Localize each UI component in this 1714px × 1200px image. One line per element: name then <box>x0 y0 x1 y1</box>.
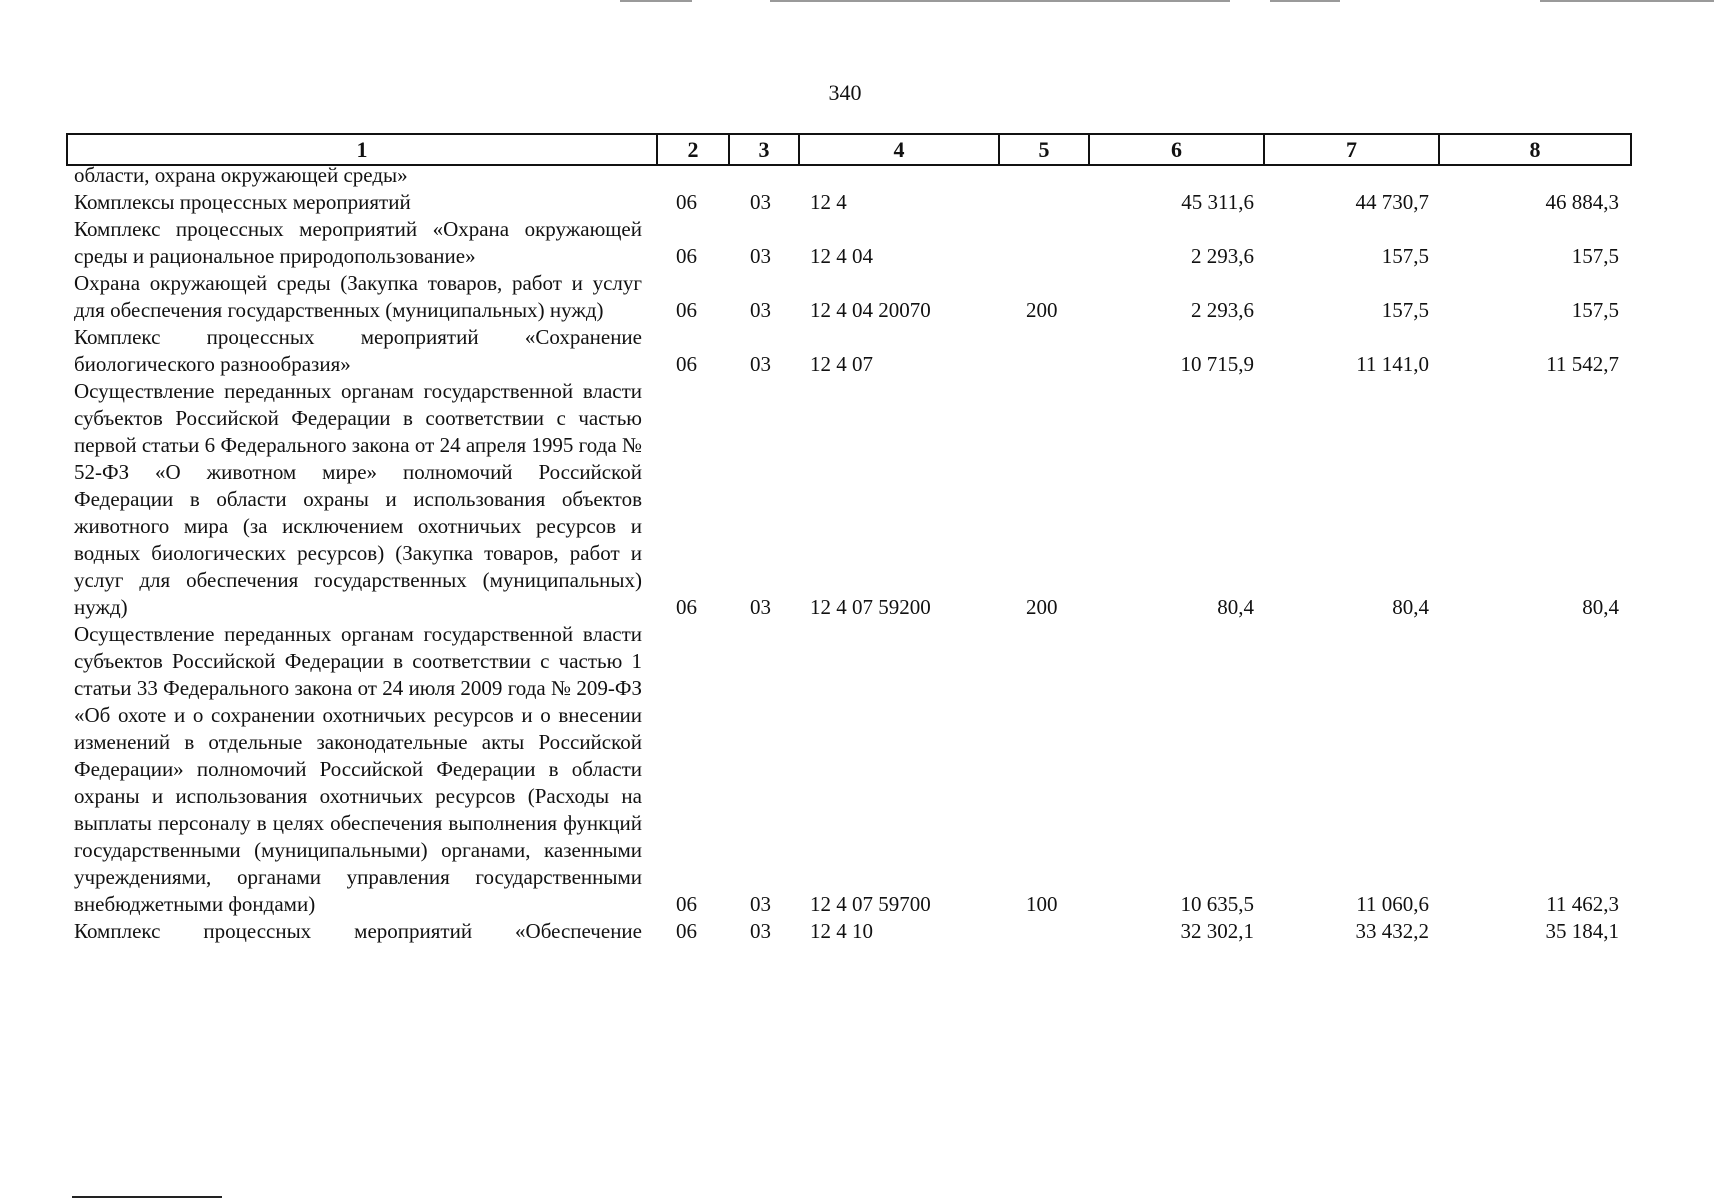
table-row <box>0 378 1714 621</box>
row-amount-col6: 10 715,9 <box>1180 352 1254 376</box>
row-expense-type: 200 <box>1026 595 1058 619</box>
table-row <box>0 270 1714 324</box>
row-subsection: 03 <box>750 892 771 916</box>
row-amount-col6: 45 311,6 <box>1181 190 1254 214</box>
row-amount-col8: 11 462,3 <box>1546 892 1619 916</box>
scan-artifact-line <box>1540 0 1714 2</box>
row-amount-col7: 44 730,7 <box>1355 190 1429 214</box>
row-subsection: 03 <box>750 919 771 943</box>
row-section: 06 <box>676 190 697 214</box>
header-col-2: 2 <box>658 135 730 164</box>
row-name: области, охрана окружающей среды» <box>74 163 408 187</box>
row-name: Осуществление переданных органам государственной власти субъектов Российской Федерации в соответствии с частью 1 статьи 33 Федерального закона от 24 июля 2009 года № 209-ФЗ «Об охоте и о сохранении охотничьих ресурсов и о внесении изменений в отдельные законодательные акты Российской Федерации» полномочий Российской Федерации в области охраны и использования охотничьих ресурсов (Расходы на выплаты персоналу в целях обеспечения выполнения функций государственными (муниципальными) органами, казенными учреждениями, органами управления государственными внебюджетными фондами) <box>74 622 642 916</box>
header-col-1: 1 <box>68 135 658 164</box>
row-expense-type: 100 <box>1026 892 1058 916</box>
row-amount-col8: 157,5 <box>1571 244 1619 268</box>
row-section: 06 <box>676 244 697 268</box>
row-target-code: 12 4 07 59700 <box>810 892 931 916</box>
row-amount-col7: 33 432,2 <box>1355 919 1429 943</box>
table-row <box>0 918 1714 945</box>
row-subsection: 03 <box>750 595 771 619</box>
row-amount-col6: 10 635,5 <box>1180 892 1254 916</box>
row-target-code: 12 4 04 <box>810 244 873 268</box>
row-subsection: 03 <box>750 190 771 214</box>
page-number: 340 <box>828 80 862 105</box>
row-amount-col8: 80,4 <box>1582 595 1619 619</box>
header-col-5: 5 <box>1000 135 1090 164</box>
row-expense-type: 200 <box>1026 298 1058 322</box>
row-name: Комплекс процессных мероприятий «Сохранение биологического разнообразия» <box>74 325 642 376</box>
header-col-3: 3 <box>730 135 800 164</box>
row-section: 06 <box>676 892 697 916</box>
row-amount-col7: 80,4 <box>1392 595 1429 619</box>
row-section: 06 <box>676 919 697 943</box>
row-amount-col8: 35 184,1 <box>1545 919 1619 943</box>
row-name: Осуществление переданных органам государственной власти субъектов Российской Федерации в соответствии с частью первой статьи 6 Федерального закона от 24 апреля 1995 года № 52-ФЗ «О животном мире» полномочий Российской Федерации в области охраны и использования объектов животного мира (за исключением охотничьих ресурсов и водных биологических ресурсов) (Закупка товаров, работ и услуг для обеспечения государственных (муниципальных) нужд) <box>74 379 642 619</box>
header-col-7: 7 <box>1265 135 1440 164</box>
table-row <box>0 621 1714 918</box>
scan-artifact-line <box>620 0 692 2</box>
scan-artifact-line <box>1270 0 1340 2</box>
row-target-code: 12 4 04 20070 <box>810 298 931 322</box>
scan-artifact-line <box>770 0 1230 2</box>
row-name: Комплекс процессных мероприятий «Охрана окружающей среды и рациональное природопользование» <box>74 217 642 268</box>
row-target-code: 12 4 <box>810 190 847 214</box>
row-amount-col6: 32 302,1 <box>1180 919 1254 943</box>
table-row <box>0 324 1714 378</box>
row-amount-col8: 11 542,7 <box>1546 352 1619 376</box>
row-name: Комплексы процессных мероприятий <box>74 190 411 214</box>
table-body <box>0 162 1714 945</box>
row-section: 06 <box>676 352 697 376</box>
row-target-code: 12 4 10 <box>810 919 873 943</box>
row-amount-col7: 11 060,6 <box>1356 892 1429 916</box>
row-amount-col7: 157,5 <box>1381 244 1429 268</box>
row-name: Комплекс процессных мероприятий «Обеспечение <box>74 919 642 943</box>
table-row <box>0 216 1714 270</box>
row-amount-col7: 11 141,0 <box>1356 352 1429 376</box>
row-amount-col6: 80,4 <box>1217 595 1254 619</box>
table-row <box>0 189 1714 216</box>
row-amount-col8: 46 884,3 <box>1545 190 1619 214</box>
row-subsection: 03 <box>750 244 771 268</box>
row-section: 06 <box>676 595 697 619</box>
row-subsection: 03 <box>750 298 771 322</box>
row-target-code: 12 4 07 59200 <box>810 595 931 619</box>
header-col-8: 8 <box>1529 137 1541 162</box>
row-amount-col6: 2 293,6 <box>1191 244 1254 268</box>
row-amount-col6: 2 293,6 <box>1191 298 1254 322</box>
table-row <box>0 162 1714 189</box>
row-amount-col7: 157,5 <box>1381 298 1429 322</box>
row-section: 06 <box>676 298 697 322</box>
row-amount-col8: 157,5 <box>1571 298 1619 322</box>
header-col-4: 4 <box>800 135 1000 164</box>
row-target-code: 12 4 07 <box>810 352 873 376</box>
footnote-rule <box>72 1196 222 1198</box>
header-col-6: 6 <box>1090 135 1265 164</box>
row-name: Охрана окружающей среды (Закупка товаров, работ и услуг для обеспечения государственных (муниципальных) нужд) <box>74 271 642 322</box>
row-subsection: 03 <box>750 352 771 376</box>
